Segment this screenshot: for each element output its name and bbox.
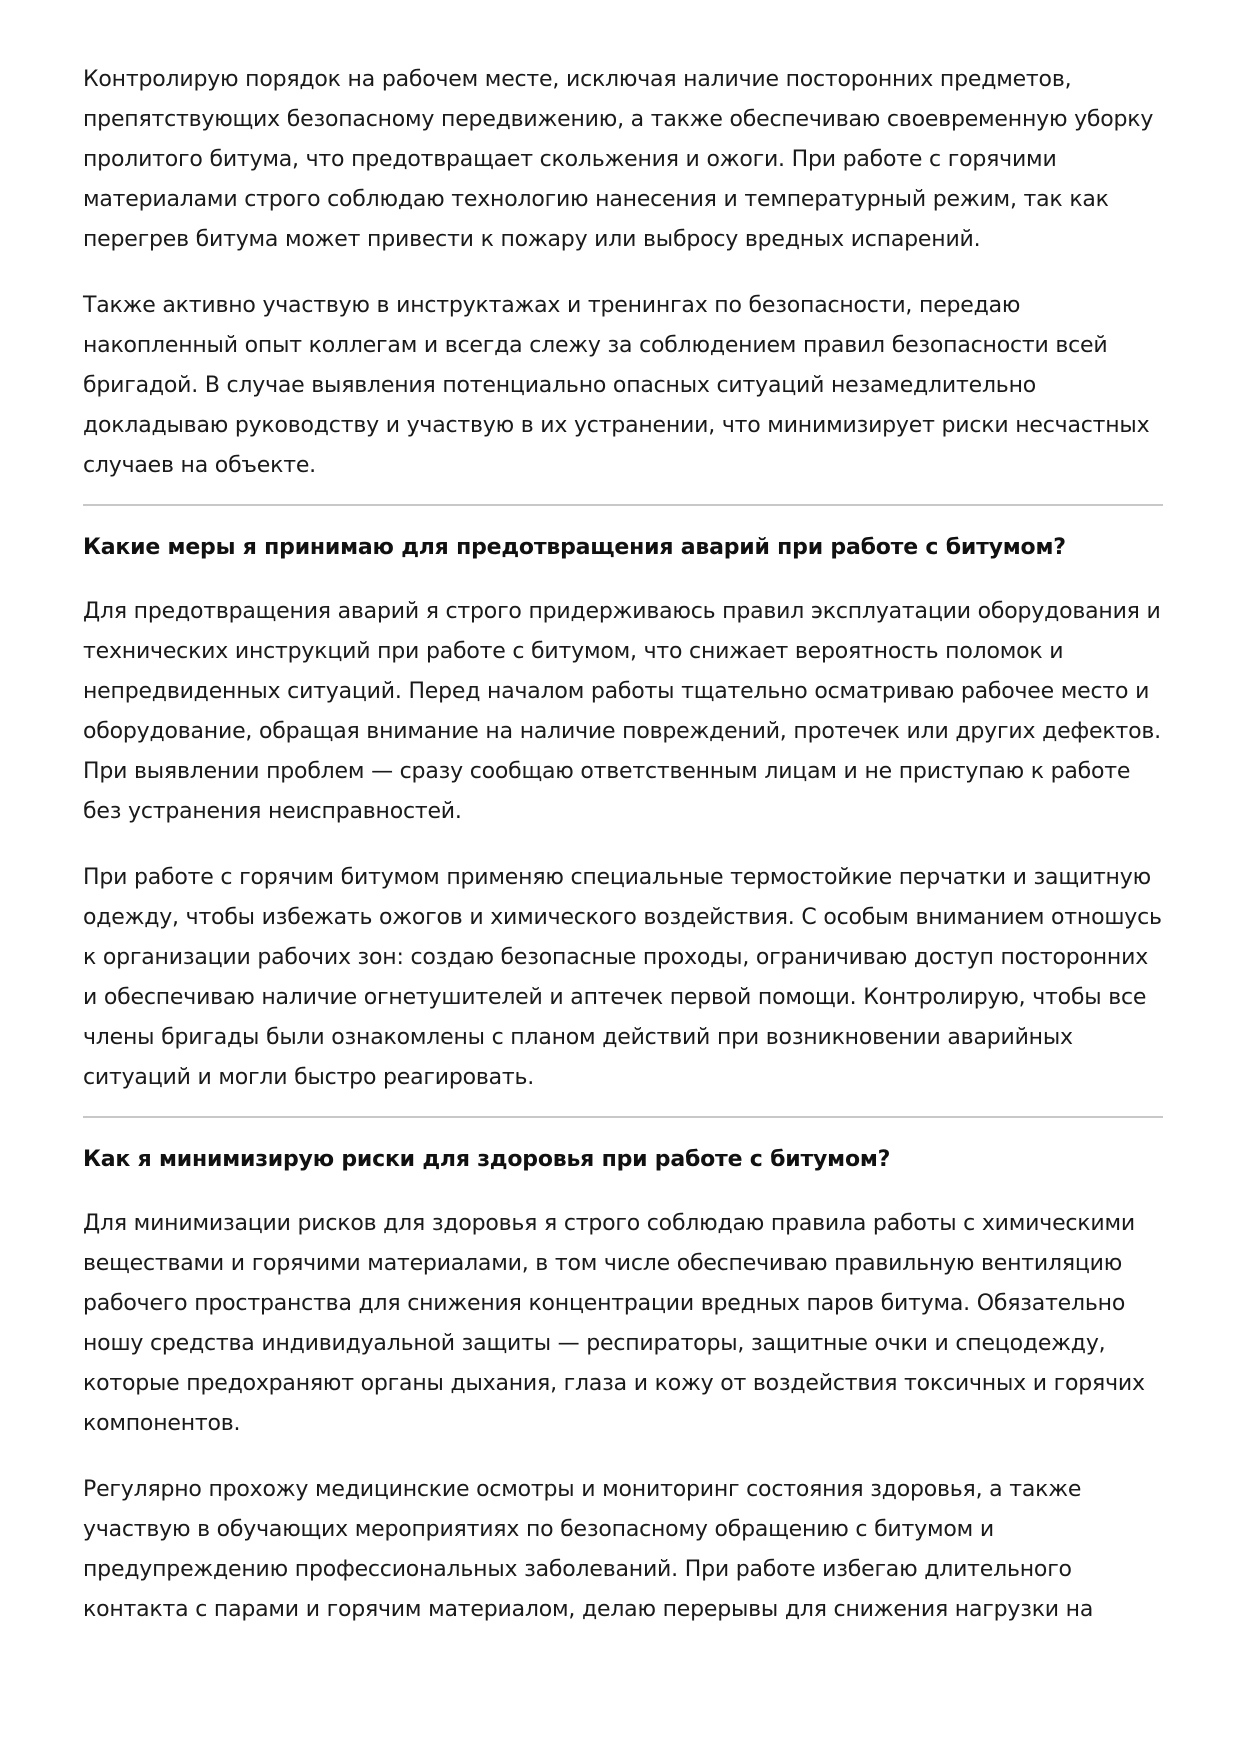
health-paragraph-1: Для минимизации рисков для здоровья я строго соблюдаю правила работы с химическими веществами и горячими материалами, в том числе обеспечиваю правильную вентиляцию рабочего пространства для снижения концентрации вредных паров битума. Обязательно ношу средства индивидуальной защиты — респираторы, защитные очки и спецодежду, которые предохраняют органы дыхания, глаза и кожу от воздействия токсичных и горячих компонентов. — [83, 1211, 1145, 1436]
health-paragraph-2: Регулярно прохожу медицинские осмотры и мониторинг состояния здоровья, а также участвую в обучающих мероприятиях по безопасному обращению с битумом и предупреждению профессиональных заболеваний. При работе избегаю длительного контакта с парами и горячим материалом, делаю перерывы для снижения нагрузки на — [83, 1477, 1094, 1622]
health-heading: Как я минимизирую риски для здоровья при работе с битумом? — [83, 1147, 891, 1172]
accidents-heading: Какие меры я принимаю для предотвращения аварий при работе с битумом? — [83, 535, 1066, 560]
document-page — [83, 60, 1163, 1630]
intro-paragraph-2: Также активно участвую в инструктажах и тренингах по безопасности, передаю накопленный опыт коллегам и всегда слежу за соблюдением правил безопасности всей бригадой. В случае выявления потенциально опасных ситуаций незамедлительно докладываю руководству и участвую в их устранении, что минимизирует риски несчастных случаев на объекте. — [83, 293, 1150, 478]
accidents-paragraph-2: При работе с горячим битумом применяю специальные термостойкие перчатки и защитную одежду, чтобы избежать ожогов и химического воздействия. С особым вниманием отношусь к организации рабочих зон: создаю безопасные проходы, ограничиваю доступ посторонних и обеспечиваю наличие огнетушителей и аптечек первой помощи. Контролирую, чтобы все члены бригады были ознакомлены с планом действий при возникновении аварийных ситуаций и могли быстро реагировать. — [83, 865, 1162, 1090]
section-divider-1 — [83, 504, 1163, 506]
accidents-paragraph-1: Для предотвращения аварий я строго придерживаюсь правил эксплуатации оборудования и технических инструкций при работе с битумом, что снижает вероятность поломок и непредвиденных ситуаций. Перед началом работы тщательно осматриваю рабочее место и оборудование, обращая внимание на наличие повреждений, протечек или других дефектов. При выявлении проблем — сразу сообщаю ответственным лицам и не приступаю к работе без устранения неисправностей. — [83, 599, 1161, 824]
section-divider-2 — [83, 1116, 1163, 1118]
intro-paragraph-1: Контролирую порядок на рабочем месте, исключая наличие посторонних предметов, препятствующих безопасному передвижению, а также обеспечиваю своевременную уборку пролитого битума, что предотвращает скольжения и ожоги. При работе с горячими материалами строго соблюдаю технологию нанесения и температурный режим, так как перегрев битума может привести к пожару или выбросу вредных испарений. — [83, 67, 1154, 252]
